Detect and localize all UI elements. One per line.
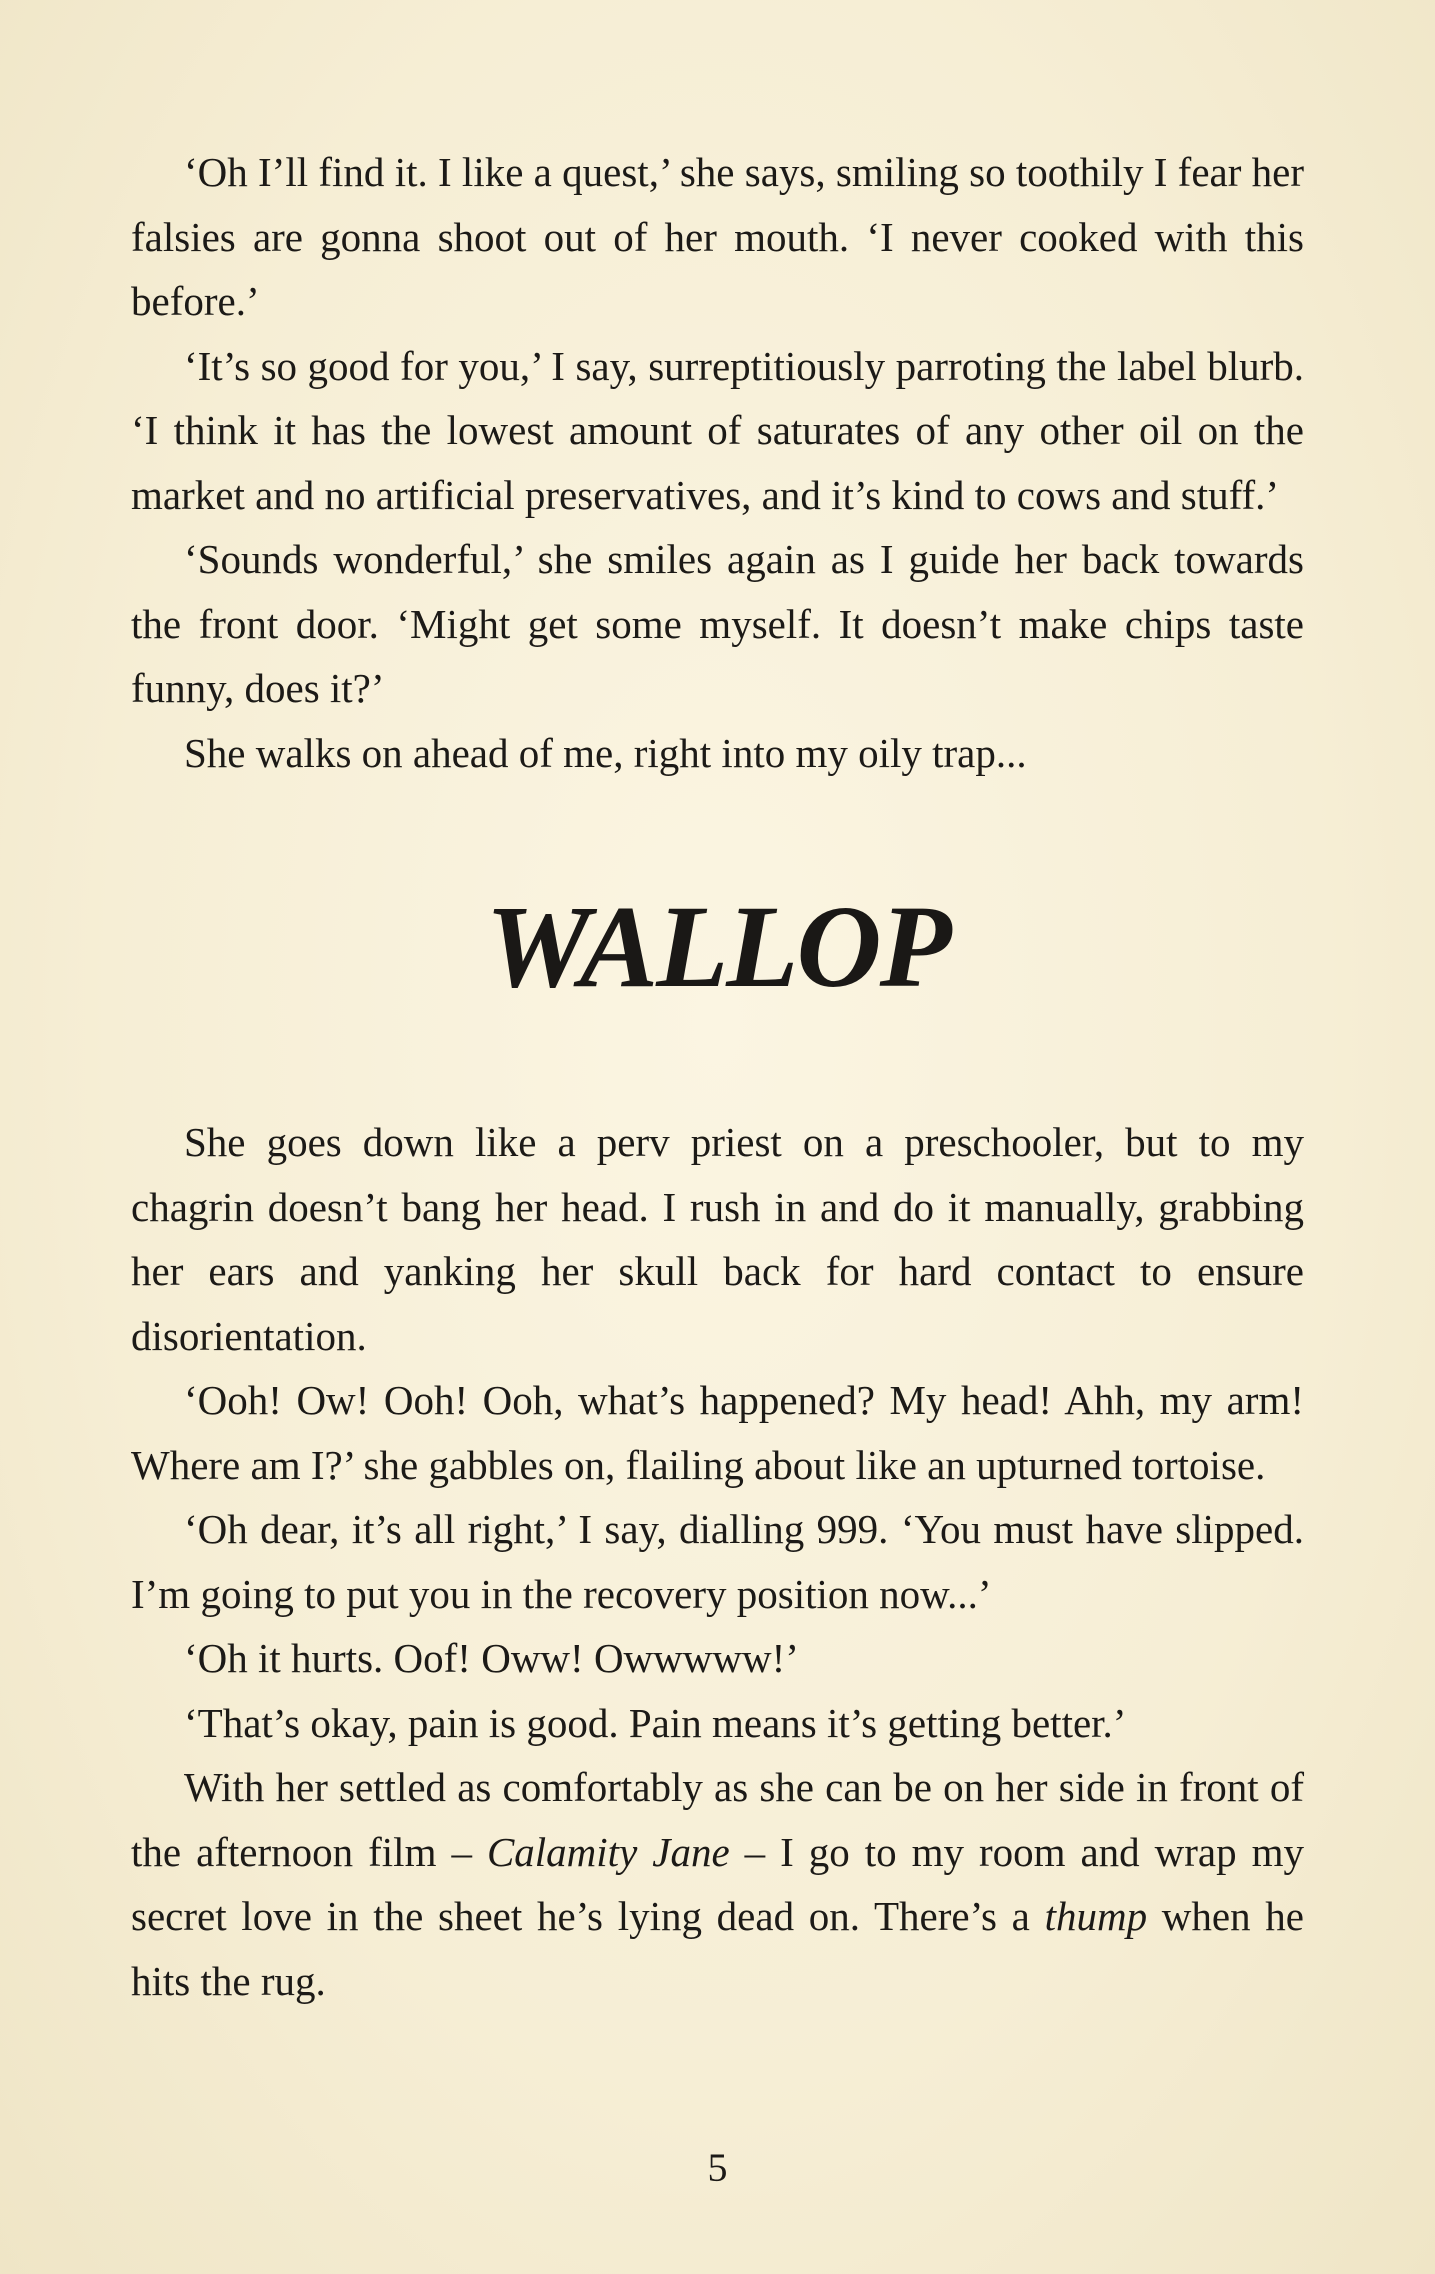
text-run: With her settled as comfortably as she can be on her side in front of the afternoon film – [131,1764,1304,1875]
sound-effect-heading: WALLOP [485,881,950,1012]
text-section-2 [131,1110,1304,2013]
paragraph: ‘Oh I’ll find it. I like a quest,’ she says, smiling so toothily I fear her falsies are gonna shoot out of her mouth. ‘I never cooked with this before.’ [131,149,1304,324]
film-title: Calamity Jane [486,1828,730,1875]
paragraph: ‘Sounds wonderful,’ she smiles again as I guide her back towards the front door. ‘Might get some myself. It doesn’t make chips taste funny, does it?’ [131,536,1304,711]
page-number: 5 [707,2145,728,2190]
paragraph-final [131,1755,1304,2013]
paragraph: ‘Oh dear, it’s all right,’ I say, dialling 999. ‘You must have slipped. I’m going to put you in the recovery position now...’ [131,1506,1304,1617]
paragraph: ‘That’s okay, pain is good. Pain means it’s getting better.’ [184,1699,1127,1746]
paragraph: She walks on ahead of me, right into my oily trap... [184,729,1027,776]
text-section-1 [131,140,1304,785]
text-run: – I go to my room and wrap my secret love in the sheet he’s lying dead on. There’s a [131,1828,1304,1939]
emphasis-word: thump [1044,1893,1148,1939]
paragraph: ‘Ooh! Ow! Ooh! Ooh, what’s happened? My head! Ahh, my arm! Where am I?’ she gabbles on, flailing about like an upturned tortoise. [131,1377,1304,1488]
paragraph: ‘Oh it hurts. Oof! Oww! Owwwww!’ [184,1635,799,1681]
text-run: when he hits the rug. [131,1893,1304,2004]
paragraph: ‘It’s so good for you,’ I say, surreptitiously parroting the label blurb. ‘I think it has the lowest amount of saturates of any other oil on the market and no artificial preservatives, and it’s kind to cows and stuff.’ [131,342,1304,518]
paragraph: She goes down like a perv priest on a preschooler, but to my chagrin doesn’t bang her head. I rush in and do it manually, grabbing her ears and yanking her skull back for hard contact to ensure disorientation. [131,1119,1304,1359]
